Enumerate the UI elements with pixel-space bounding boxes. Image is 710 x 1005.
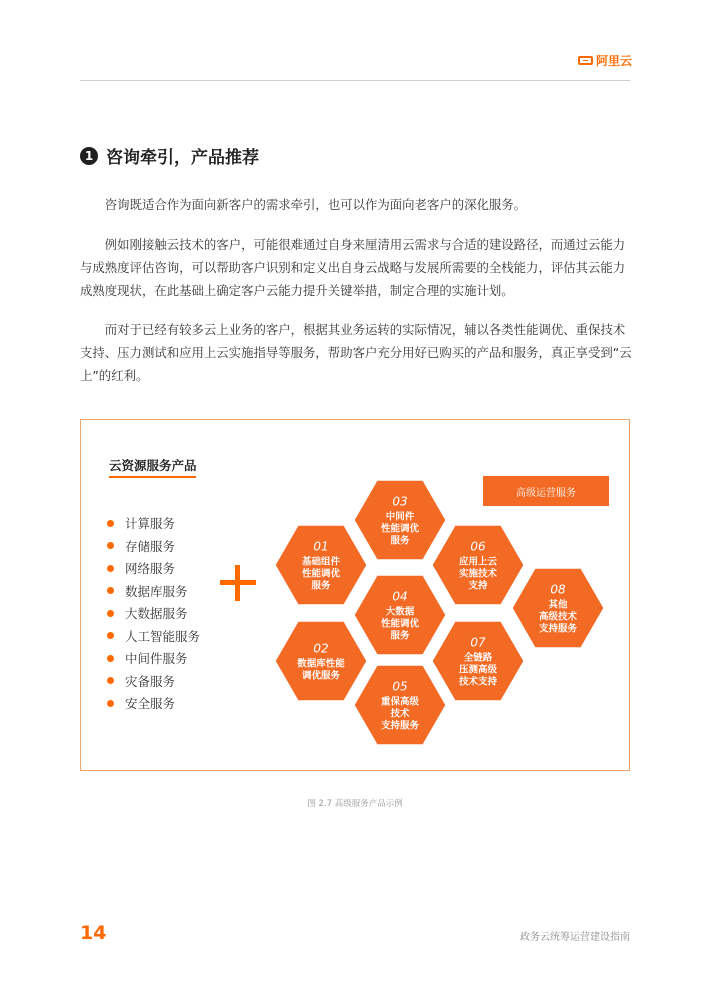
service-label: 大数据服务: [125, 606, 188, 622]
hexagon-label: 中间件: [385, 511, 415, 523]
hexagon-number: 07: [470, 635, 486, 650]
hexagon-label: 性能调优: [301, 568, 341, 580]
hexagon-label: 性能调优: [380, 618, 420, 630]
panel-title: 云资源服务产品: [109, 458, 197, 473]
section-number-badge: 1: [80, 147, 98, 165]
hexagon-label: 全链路: [463, 652, 493, 664]
hexagon-label: 性能调优: [380, 523, 420, 535]
hexagon-number: 05: [392, 679, 408, 694]
service-label: 数据库服务: [125, 583, 188, 599]
hexagon-label: 服务: [390, 535, 410, 547]
figure-caption: 图 2.7 高级服务产品示例: [307, 799, 403, 809]
hexagon-label: 实施技术: [458, 568, 498, 580]
service-label: 计算服务: [125, 516, 176, 532]
hexagon-label: 服务: [311, 580, 331, 592]
service-label: 网络服务: [125, 561, 176, 577]
service-label: 存储服务: [125, 538, 176, 554]
hexagon-label: 其他: [548, 599, 568, 611]
hexagon-07: [431, 620, 525, 701]
header-divider: [80, 80, 630, 81]
service-label: 安全服务: [125, 696, 176, 712]
hexagon-label: 技术: [390, 708, 410, 720]
advanced-services-label: 高级运营服务: [483, 476, 609, 506]
hexagon-04: [353, 574, 447, 655]
section-title: 咨询牵引，产品推荐: [106, 148, 259, 168]
footer-doc-title: 政务云统筹运营建设指南: [520, 932, 630, 943]
hexagon-label: 压测高级: [458, 664, 498, 676]
hexagon-02: [274, 620, 368, 701]
page-number: 14: [80, 922, 107, 944]
hexagon-08: [511, 567, 605, 648]
hexagon-number: 02: [313, 641, 329, 656]
hexagon-label: 基础组件: [301, 556, 341, 568]
hexagon-number: 04: [392, 589, 408, 604]
service-label: 灾备服务: [125, 673, 176, 689]
hexagon-number: 08: [550, 582, 566, 597]
hexagon-label: 支持: [468, 580, 488, 592]
hexagon-label: 应用上云: [458, 556, 498, 568]
hexagon-cluster: [81, 420, 629, 770]
hexagon-label: 重保高级: [380, 696, 420, 708]
paragraph-1: 咨询既适合作为面向新客户的需求牵引，也可以作为面向老客户的深化服务。: [104, 197, 527, 212]
hexagon-label: 高级技术: [538, 611, 578, 623]
hexagon-number: 01: [313, 539, 329, 554]
brand-logo: [578, 52, 632, 69]
hexagon-label: 支持服务: [538, 623, 578, 635]
hexagon-05: [353, 664, 447, 745]
hexagon-number: 03: [392, 494, 408, 509]
hexagon-label: 技术支持: [458, 676, 498, 688]
figure-advanced-services: [80, 419, 630, 771]
paragraph-2: 例如刚接触云技术的客户，可能很难通过自身来厘清用云需求与合适的建设路径，而通过云能力与成熟度评估咨询，可以帮助客户识别和定义出自身云战略与发展所需要的全栈能力，评估其云能力成熟度现状，在此基础上确定客户云能力提升关键举措，制定合理的实施计划。: [80, 237, 626, 298]
logo-text: 阿里云: [595, 54, 632, 68]
hexagon-label: 支持服务: [380, 720, 420, 732]
paragraph-3: 而对于已经有较多云上业务的客户，根据其业务运转的实际情况，辅以各类性能调优、重保技术支持、压力测试和应用上云实施指导等服务，帮助客户充分用好已购买的产品和服务，真正享受到“云上”的红利。: [80, 322, 632, 383]
service-label: 人工智能服务: [125, 628, 201, 644]
hexagon-label: 调优服务: [301, 670, 341, 682]
hexagon-03: [353, 479, 447, 560]
hexagon-label: 服务: [390, 630, 410, 642]
hexagon-label: 数据库性能: [297, 658, 345, 670]
section-heading: [80, 143, 259, 168]
hexagon-label: 大数据: [385, 606, 415, 618]
aliyun-logo-icon: [578, 56, 593, 65]
hexagon-01: [274, 524, 368, 605]
service-label: 中间件服务: [125, 651, 188, 667]
hexagon-06: [431, 524, 525, 605]
hexagon-number: 06: [470, 539, 486, 554]
